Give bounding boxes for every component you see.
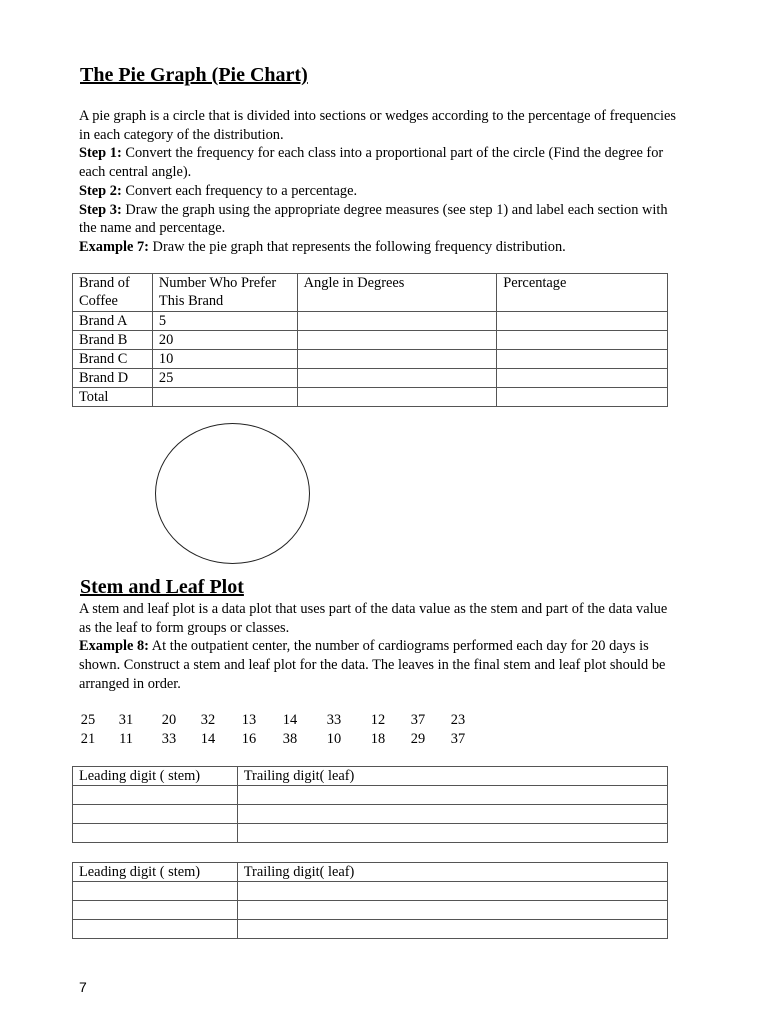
stem-leaf-table-2 — [72, 862, 668, 939]
pie-intro-text: A pie graph is a circle that is divided into sections or wedges according to the percentage of frequencies in each category of the distribution. — [79, 108, 676, 143]
example-7 — [79, 238, 679, 257]
frequency-cell: 10 — [152, 350, 297, 369]
data-value: 11 — [119, 731, 133, 747]
angle-cell — [297, 388, 497, 407]
table-row — [73, 824, 668, 843]
step-1-label: Step 1: — [79, 145, 122, 162]
step-1-text: Convert the frequency for each class into a proportional part of the circle (Find the degree for each central angle). — [79, 145, 664, 181]
table-row — [73, 805, 668, 824]
percentage-cell — [497, 331, 668, 350]
brand-cell: Brand D — [73, 369, 153, 388]
brand-cell: Brand C — [73, 350, 153, 369]
data-value: 31 — [118, 712, 134, 728]
table-row — [73, 312, 668, 331]
leaf-cell — [237, 882, 667, 901]
stem-leaf-intro-text: A stem and leaf plot is a data plot that uses part of the data value as the stem and part of the data value as the leaf to form groups or classes. — [79, 601, 668, 636]
leaf-cell — [237, 920, 667, 939]
example-7-text: Draw the pie graph that represents the following frequency distribution. — [148, 238, 566, 255]
data-value: 12 — [370, 712, 386, 728]
data-value: 21 — [80, 731, 96, 747]
table-header-row — [73, 863, 668, 882]
stem-cell — [73, 901, 238, 920]
brand-cell: Brand A — [73, 312, 153, 331]
header-leaf: Trailing digit( leaf) — [237, 767, 667, 786]
frequency-cell: 5 — [152, 312, 297, 331]
coffee-frequency-table — [72, 273, 668, 407]
step-2 — [79, 182, 679, 201]
leaf-cell — [237, 901, 667, 920]
step-3 — [79, 201, 679, 238]
data-value: 38 — [282, 731, 298, 747]
table-row — [73, 369, 668, 388]
table-row — [73, 331, 668, 350]
frequency-cell — [152, 388, 297, 407]
step-2-label: Step 2: — [79, 182, 122, 199]
leaf-cell — [237, 786, 667, 805]
data-value: 20 — [161, 712, 177, 728]
angle-cell — [297, 331, 497, 350]
percentage-cell — [497, 369, 668, 388]
percentage-cell — [497, 350, 668, 369]
empty-pie-circle — [155, 423, 310, 564]
table-row — [73, 920, 668, 939]
table-header-row — [73, 767, 668, 786]
percentage-cell — [497, 388, 668, 407]
header-stem: Leading digit ( stem) — [73, 767, 238, 786]
stem-leaf-heading: Stem and Leaf Plot — [80, 576, 244, 598]
brand-cell: Total — [73, 388, 153, 407]
example-7-label: Example 7: — [79, 238, 149, 255]
stem-cell — [73, 805, 238, 824]
data-value: 32 — [200, 712, 216, 728]
data-value: 23 — [450, 712, 466, 728]
brand-cell: Brand B — [73, 331, 153, 350]
example-8 — [79, 637, 679, 693]
header-stem: Leading digit ( stem) — [73, 863, 238, 882]
stem-leaf-table-1 — [72, 766, 668, 843]
example-8-label: Example 8: — [79, 638, 149, 655]
data-value: 14 — [200, 731, 216, 747]
header-percentage: Percentage — [497, 274, 668, 312]
header-brand: Brand of Coffee — [73, 274, 153, 312]
data-value: 25 — [80, 712, 96, 728]
table-row — [73, 901, 668, 920]
step-3-label: Step 3: — [79, 201, 122, 218]
data-value: 33 — [161, 731, 177, 747]
stem-cell — [73, 882, 238, 901]
stem-leaf-instructions — [79, 600, 679, 694]
data-value: 13 — [241, 712, 257, 728]
stem-cell — [73, 824, 238, 843]
data-value: 10 — [326, 731, 342, 747]
example-8-text: At the outpatient center, the number of cardiograms performed each day for 20 days is shown. Construct a stem and leaf plot for the data. The leaves in the final stem and leaf plot should be arranged in order. — [79, 638, 666, 692]
angle-cell — [297, 312, 497, 331]
percentage-cell — [497, 312, 668, 331]
step-3-text: Draw the graph using the appropriate degree measures (see step 1) and label each section with the name and percentage. — [79, 201, 668, 237]
data-value: 33 — [326, 712, 342, 728]
table-header-row — [73, 274, 668, 312]
table-row — [73, 786, 668, 805]
data-value: 18 — [370, 731, 386, 747]
frequency-cell: 20 — [152, 331, 297, 350]
data-value: 16 — [241, 731, 257, 747]
stem-cell — [73, 920, 238, 939]
angle-cell — [297, 350, 497, 369]
header-leaf: Trailing digit( leaf) — [237, 863, 667, 882]
header-angle: Angle in Degrees — [297, 274, 497, 312]
angle-cell — [297, 369, 497, 388]
data-value: 37 — [450, 731, 466, 747]
header-number: Number Who Prefer This Brand — [152, 274, 297, 312]
table-row — [73, 882, 668, 901]
leaf-cell — [237, 805, 667, 824]
data-value: 37 — [410, 712, 426, 728]
data-value: 14 — [282, 712, 298, 728]
page-number: 7 — [79, 979, 87, 995]
step-1 — [79, 144, 679, 181]
stem-cell — [73, 786, 238, 805]
table-row — [73, 350, 668, 369]
frequency-cell: 25 — [152, 369, 297, 388]
data-value: 29 — [410, 731, 426, 747]
pie-graph-instructions — [79, 107, 679, 257]
pie-graph-heading: The Pie Graph (Pie Chart) — [80, 64, 308, 86]
table-row — [73, 388, 668, 407]
step-2-text: Convert each frequency to a percentage. — [121, 182, 358, 199]
leaf-cell — [237, 824, 667, 843]
